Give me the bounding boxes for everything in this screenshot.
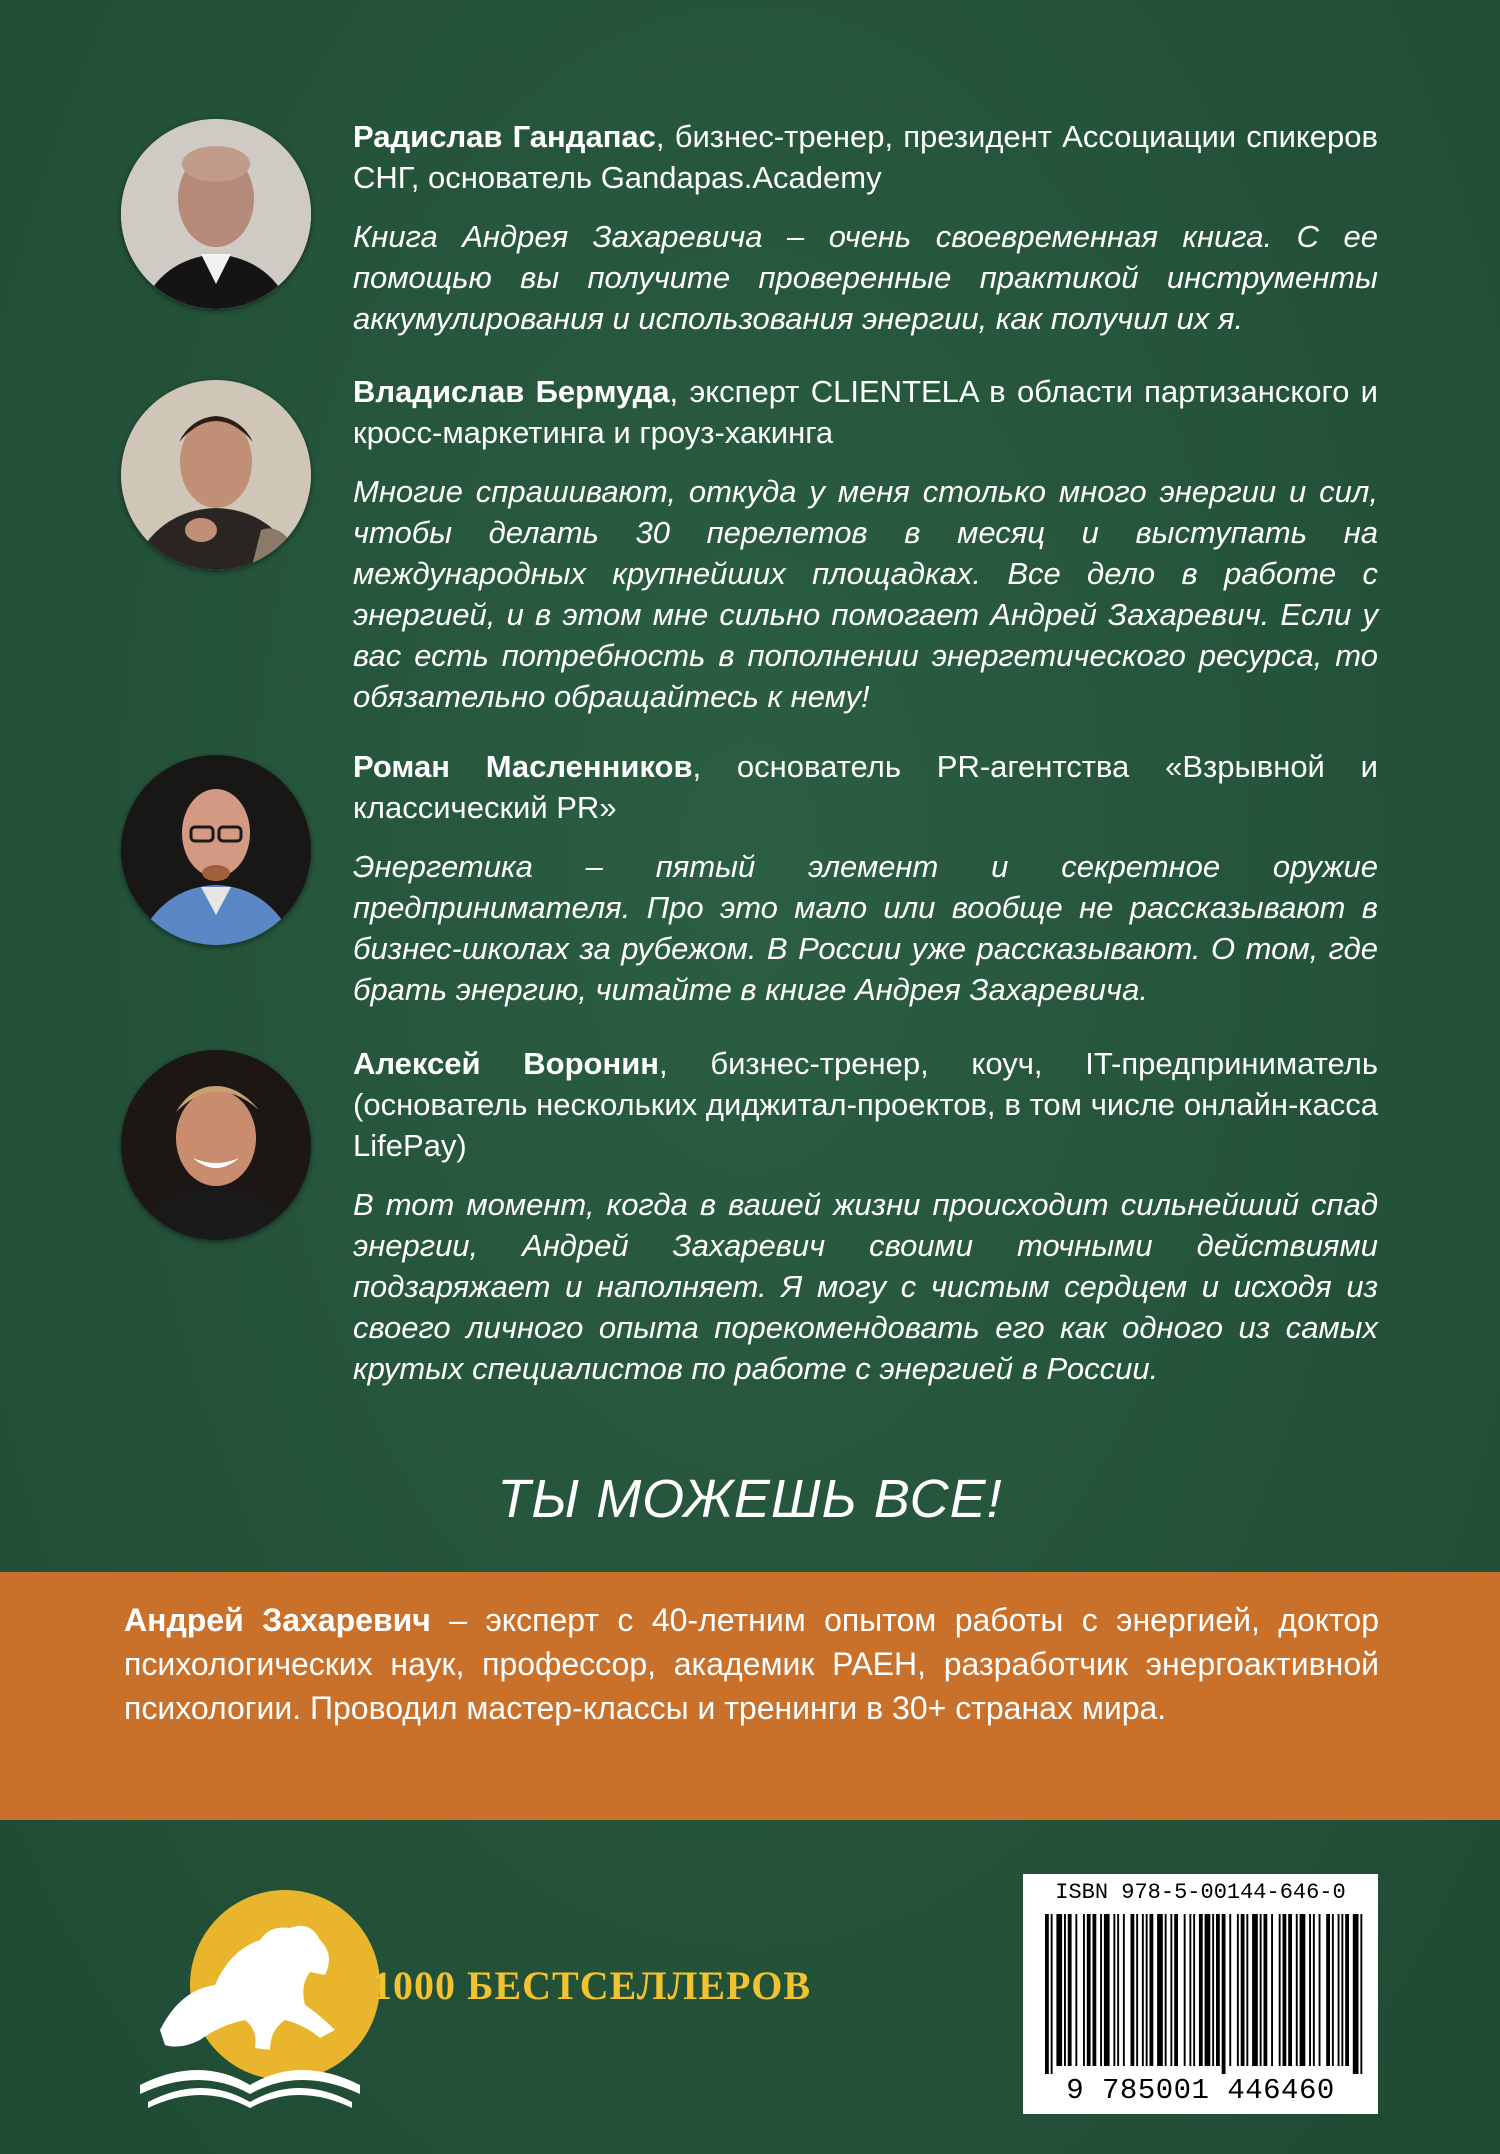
- barcode-bar: [1100, 1914, 1102, 2066]
- barcode-bar: [1045, 1914, 1049, 2074]
- barcode-bar: [1113, 1914, 1115, 2066]
- barcode-bar: [1157, 1914, 1163, 2066]
- barcode-bar: [1313, 1914, 1315, 2066]
- author-bio-text: – эксперт с 40-летним опытом работы с энергией, доктор психологических наук, профессор, академик РАЕН, разработчик энергоактивной психологии. Проводил мастер-классы и тренинги в 30+ странах мира.: [124, 1602, 1380, 1726]
- author-bio-band: [0, 1572, 1500, 1820]
- barcode-bar: [1338, 1914, 1340, 2066]
- ean-number: 9 785001 446460: [1066, 2074, 1335, 2107]
- reviewer-name-3: Роман Масленников: [353, 749, 693, 784]
- reviewer-photo-2: [121, 380, 311, 570]
- barcode-bar: [1319, 1914, 1321, 2066]
- reviewer-role-4: , бизнес-тренер, коуч, IT-предприниматель (основатель нескольких диджитал-проектов, в том числе онлайн-касса LifePay): [353, 1046, 1378, 1163]
- reviewer-credentials-1: [353, 116, 1378, 198]
- reviewer-name-4: Алексей Воронин: [353, 1046, 659, 1081]
- barcode-bar: [1193, 1914, 1195, 2066]
- barcode-bar: [1300, 1914, 1306, 2066]
- reviewer-role-3: , основатель PR-агентства «Взрывной и классический PR»: [353, 749, 1378, 825]
- barcode-bar: [1142, 1914, 1144, 2066]
- barcode-bar: [1246, 1914, 1248, 2066]
- slogan: ТЫ МОЖЕШЬ ВСЕ!: [497, 1469, 1003, 1529]
- barcode-bar: [1064, 1914, 1066, 2066]
- barcode-bars: [1031, 1914, 1370, 2074]
- review-quote-4: В тот момент, когда в вашей жизни происходит сильнейший спад энергии, Андрей Захаревич своими точными действиями подзаряжает и наполняет. Я могу с чистым сердцем и исходя из своего личного опыта порекомендовать его как одного из самых крутых специалистов по работе с энергией в России.: [353, 1187, 1378, 1386]
- barcode-bar: [1117, 1914, 1119, 2066]
- barcode-bar: [1288, 1914, 1292, 2066]
- barcode-bar: [1360, 1914, 1362, 2074]
- barcode-bar: [1283, 1914, 1287, 2066]
- barcode-bar: [1199, 1914, 1203, 2066]
- author-name: Андрей Захаревич: [124, 1602, 431, 1638]
- barcode-bar: [1170, 1914, 1172, 2066]
- reviewer-photo-4: [121, 1050, 311, 1240]
- barcode-bar: [1252, 1914, 1258, 2066]
- barcode-bar: [1184, 1914, 1186, 2066]
- barcode-bar: [1189, 1914, 1191, 2066]
- barcode-bar: [1264, 1914, 1268, 2066]
- reviewer-name-2: Владислав Бермуда: [353, 374, 670, 409]
- barcode-bar: [1104, 1914, 1110, 2066]
- barcode-bar: [1131, 1914, 1135, 2066]
- barcode-bar: [1345, 1914, 1349, 2066]
- barcode-bar: [1123, 1914, 1125, 2066]
- barcode-bar: [1222, 1914, 1226, 2074]
- review-quote-2: Многие спрашивают, откуда у меня столько много энергии и сил, чтобы делать 30 перелетов в месяц и выступать на международных крупнейших площадках. Все дело в работе с энергией, и в этом мне сильно помогает Андрей Захаревич. Если у вас есть потребность в пополнении энергетического ресурса, то обязательно обращайтесь к нему!: [353, 474, 1378, 714]
- barcode-bar: [1341, 1914, 1343, 2066]
- reviewer-photo-3: [121, 755, 311, 945]
- barcode-bar: [1216, 1914, 1220, 2066]
- review-quote-3: Энергетика – пятый элемент и секретное оружие предпринимателя. Про это мало или вообще не рассказывают в бизнес-школах за рубежом. В России уже рассказывают. О том, где брать энергию, читайте в книге Андрея Захаревича.: [353, 849, 1378, 1007]
- barcode-bar: [1279, 1914, 1281, 2066]
- reviewer-role-1: , бизнес-тренер, президент Ассоциации спикеров СНГ, основатель Gandapas.Academy: [353, 119, 1378, 195]
- barcode-bar: [1212, 1914, 1214, 2066]
- isbn-label: ISBN 978-5-00144-646-0: [1055, 1880, 1346, 1905]
- barcode-bar: [1068, 1914, 1072, 2066]
- barcode-bar: [1296, 1914, 1298, 2066]
- barcode-bar: [1051, 1914, 1053, 2074]
- reviewer-name-1: Радислав Гандапас: [353, 119, 656, 154]
- barcode-bar: [1087, 1914, 1091, 2066]
- barcode-bar: [1150, 1914, 1154, 2066]
- barcode-bar: [1241, 1914, 1245, 2066]
- barcode-bar: [1260, 1914, 1262, 2066]
- reviewer-photo-1: [121, 119, 311, 309]
- barcode-bar: [1309, 1914, 1311, 2066]
- barcode-bar: [1174, 1914, 1178, 2066]
- series-name: 1000 БЕСТСЕЛЛЕРОВ: [372, 1963, 812, 2008]
- barcode-bar: [1237, 1914, 1239, 2066]
- barcode-bar: [1326, 1914, 1330, 2066]
- barcode-bar: [1136, 1914, 1138, 2066]
- barcode-bar: [1165, 1914, 1167, 2066]
- barcode-bar: [1205, 1914, 1211, 2066]
- barcode-bar: [1229, 1914, 1231, 2066]
- reviewer-credentials-2: [353, 371, 1378, 453]
- horse-book-logo-icon: [120, 1880, 380, 2120]
- barcode-bar: [1056, 1914, 1062, 2066]
- review-quote-1: Книга Андрея Захаревича – очень своевременная книга. С ее помощью вы получите проверенные практикой инструменты аккумулирования и использования энергии, как получил их я.: [353, 219, 1378, 336]
- reviewer-credentials-4: [353, 1043, 1378, 1166]
- barcode-bar: [1075, 1914, 1077, 2066]
- barcode-bar: [1093, 1914, 1097, 2066]
- barcode-bar: [1146, 1914, 1148, 2066]
- barcode-bar: [1332, 1914, 1334, 2066]
- author-bio: [124, 1598, 1379, 1730]
- reviewer-credentials-3: [353, 746, 1378, 828]
- isbn-barcode: [1023, 1874, 1378, 2114]
- barcode-bar: [1271, 1914, 1273, 2066]
- reviewer-role-2: , эксперт CLIENTELA в области партизанского и кросс-маркетинга и гроуз-хакинга: [353, 374, 1378, 450]
- barcode-bar: [1083, 1914, 1085, 2066]
- barcode-bar: [1353, 1914, 1359, 2074]
